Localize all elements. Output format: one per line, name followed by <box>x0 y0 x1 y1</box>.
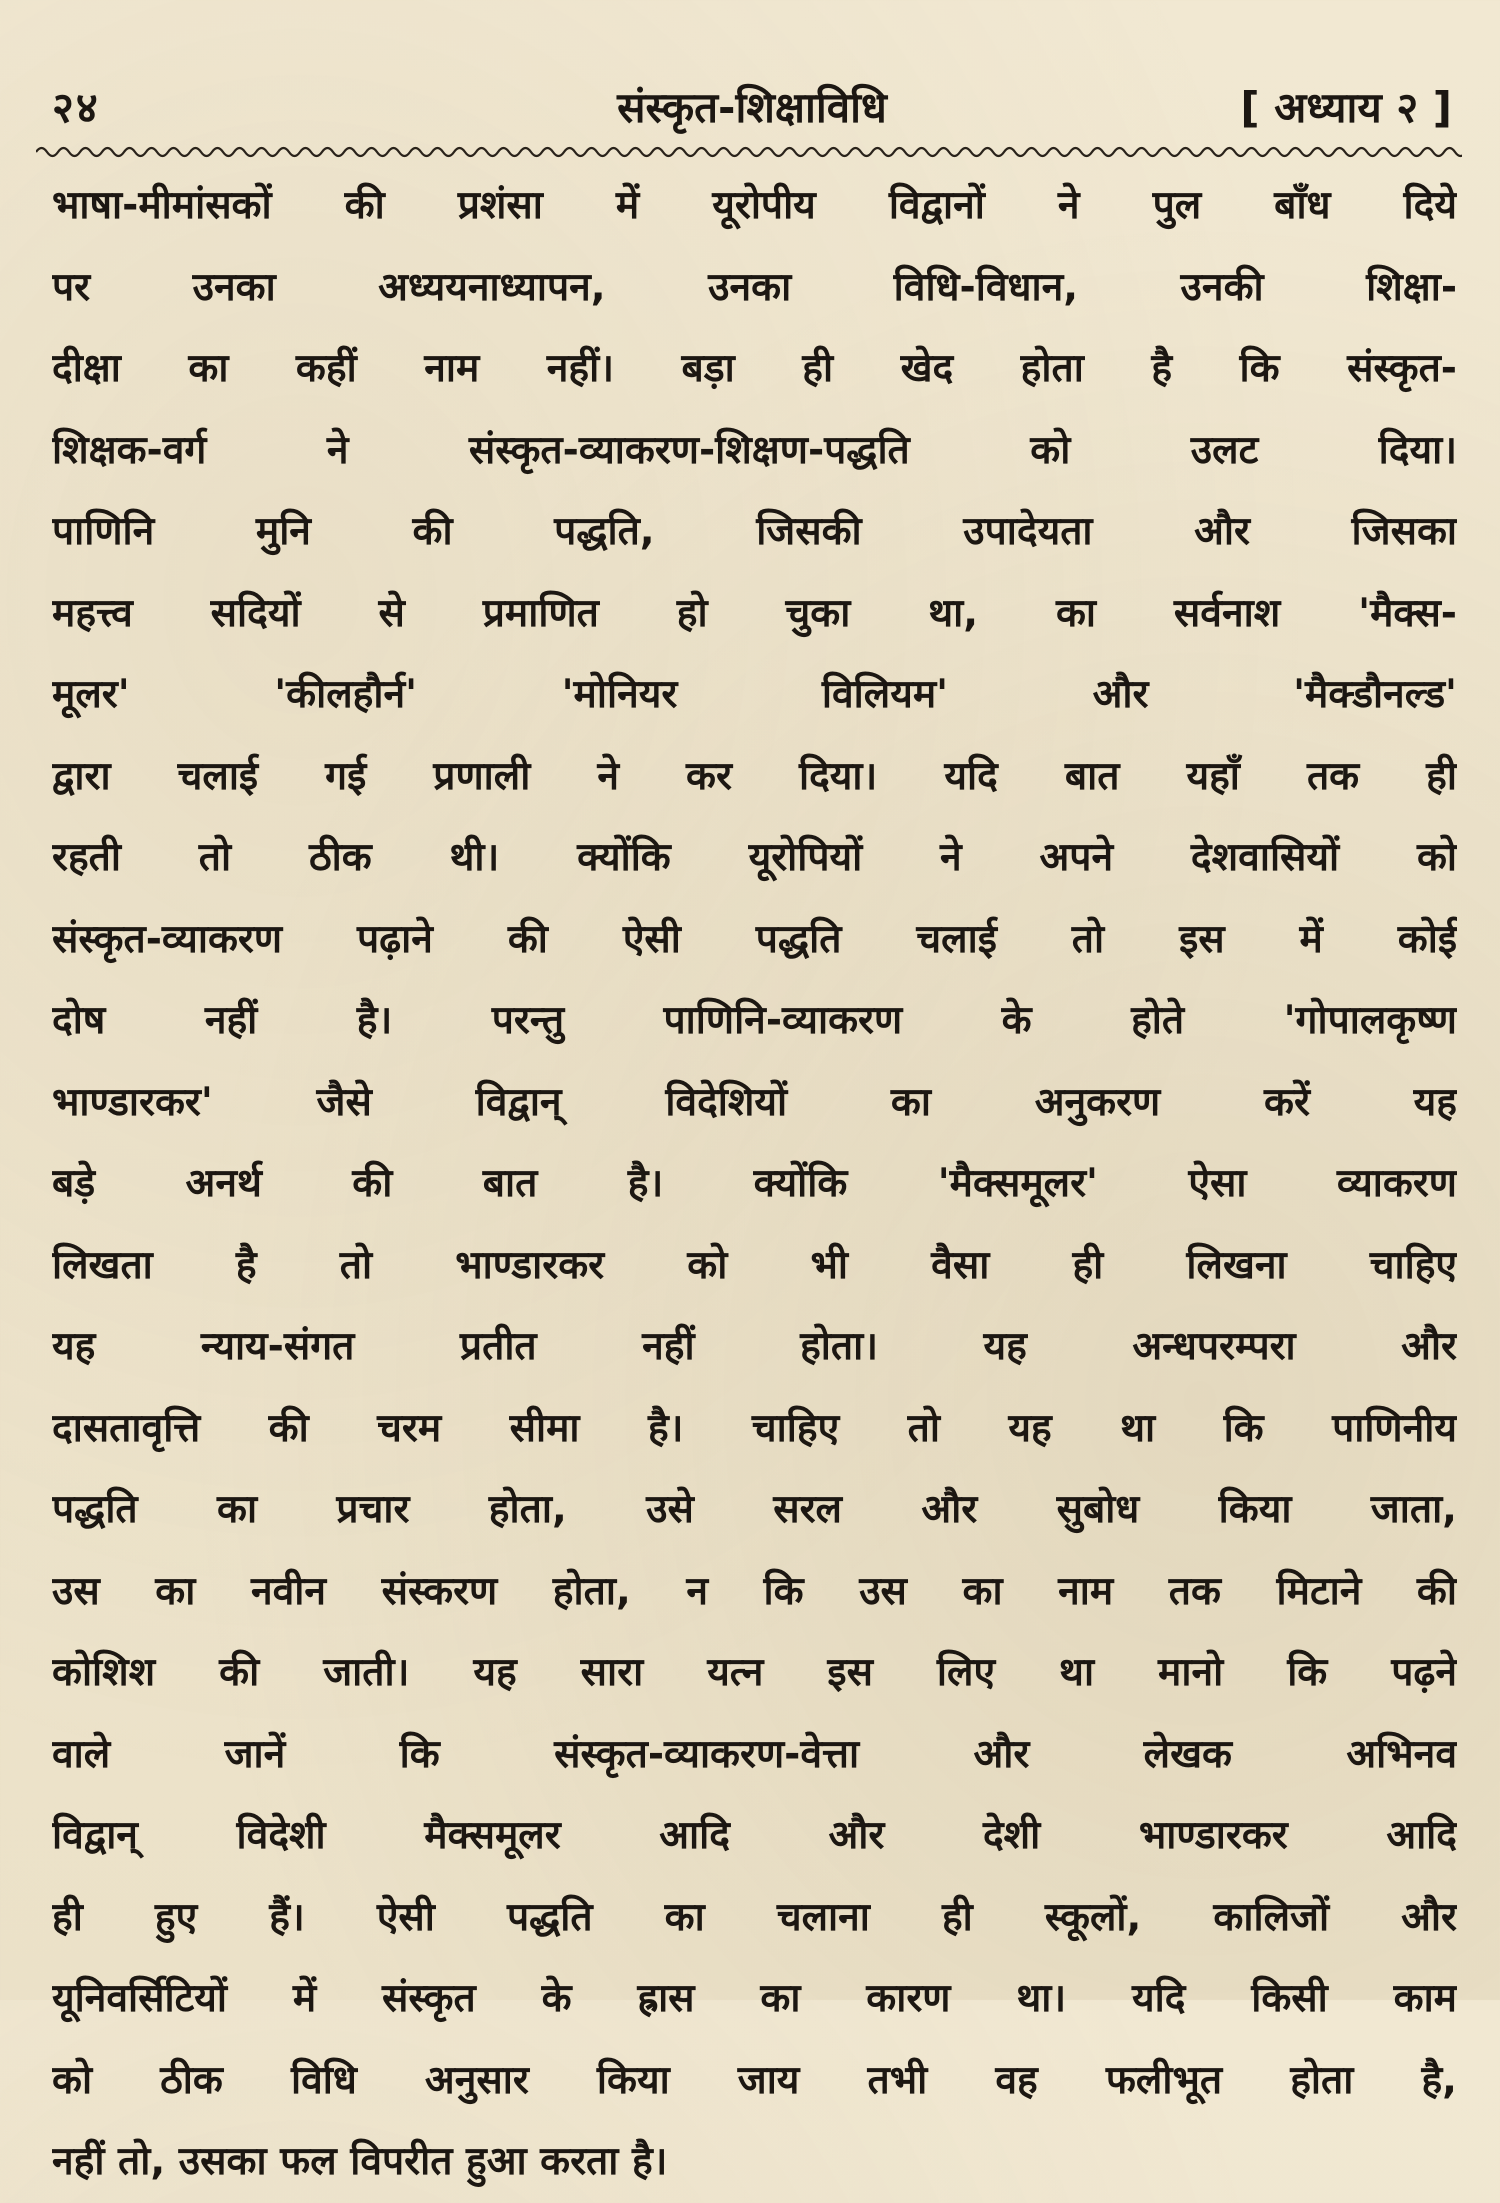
text-line: लिखता है तो भाण्डारकर को भी वैसा ही लिखना चाहिए <box>52 1242 1457 1288</box>
page-header <box>52 78 1452 138</box>
text-line: विद्वान् विदेशी मैक्समूलर आदि और देशी भाण्डारकर आदि <box>52 1813 1457 1858</box>
text-line: यूनिवर्सिटियों में संस्कृत के ह्रास का कारण था। यदि किसी काम <box>52 1976 1457 2021</box>
text-line: यह न्याय-संगत प्रतीत नहीं होता। यह अन्धपरम्परा और <box>52 1324 1457 1369</box>
text-line: मूलर' 'कीलहौर्न' 'मोनियर विलियम' और 'मैक्डौनल्ड' <box>52 672 1457 717</box>
text-line: पर उनका अध्ययनाध्यापन, उनका विधि-विधान, उनकी शिक्षा- <box>52 264 1457 310</box>
text-line: दासतावृत्ति की चरम सीमा है। चाहिए तो यह था कि पाणिनीय <box>52 1405 1457 1451</box>
text-line: शिक्षक-वर्ग ने संस्कृत-व्याकरण-शिक्षण-पद्धति को उलट दिया। <box>52 427 1457 473</box>
text-line: को ठीक विधि अनुसार किया जाय तभी वह फलीभूत होता है, <box>52 2057 1457 2103</box>
text-line: कोशिश की जाती। यह सारा यत्न इस लिए था मानो कि पढ़ने <box>52 1650 1457 1695</box>
text-line: बड़े अनर्थ की बात है। क्योंकि 'मैक्समूलर' ऐसा व्याकरण <box>52 1161 1457 1206</box>
wavy-header-rule <box>36 140 1462 164</box>
body-text <box>52 165 1457 2203</box>
text-line: दीक्षा का कहीं नाम नहीं। बड़ा ही खेद होता है कि संस्कृत- <box>52 346 1457 391</box>
text-line: महत्त्व सदियों से प्रमाणित हो चुका था, का सर्वनाश 'मैक्स- <box>52 590 1457 636</box>
text-line: भाण्डारकर' जैसे विद्वान् विदेशियों का अनुकरण करें यह <box>52 1079 1457 1125</box>
chapter-marker: [ अध्याय २ ] <box>1240 83 1452 132</box>
text-line: दोष नहीं है। परन्तु पाणिनि-व्याकरण के होते 'गोपालकृष्ण <box>52 998 1457 1043</box>
text-line: संस्कृत-व्याकरण पढ़ाने की ऐसी पद्धति चलाई तो इस में कोई <box>52 916 1457 962</box>
text-line: नहीं तो, उसका फल विपरीत हुआ करता है। <box>52 2139 668 2184</box>
text-line: भाषा-मीमांसकों की प्रशंसा में यूरोपीय विद्वानों ने पुल बाँध दिये <box>52 183 1457 228</box>
text-line: उस का नवीन संस्करण होता, न कि उस का नाम तक मिटाने की <box>52 1568 1457 1614</box>
text-line: रहती तो ठीक थी। क्योंकि यूरोपियों ने अपने देशवासियों को <box>52 835 1457 880</box>
text-line: द्वारा चलाई गई प्रणाली ने कर दिया। यदि बात यहाँ तक ही <box>52 753 1457 799</box>
text-line: ही हुए हैं। ऐसी पद्धति का चलाना ही स्कूलों, कालिजों और <box>52 1894 1457 1940</box>
text-line: वाले जानें कि संस्कृत-व्याकरण-वेत्ता और लेखक अभिनव <box>52 1731 1457 1777</box>
text-line: पाणिनि मुनि की पद्धति, जिसकी उपादेयता और जिसका <box>52 509 1457 554</box>
text-line: पद्धति का प्रचार होता, उसे सरल और सुबोध किया जाता, <box>52 1487 1457 1532</box>
running-title: संस्कृत-शिक्षाविधि <box>617 83 887 132</box>
page-number: २४ <box>52 83 100 132</box>
